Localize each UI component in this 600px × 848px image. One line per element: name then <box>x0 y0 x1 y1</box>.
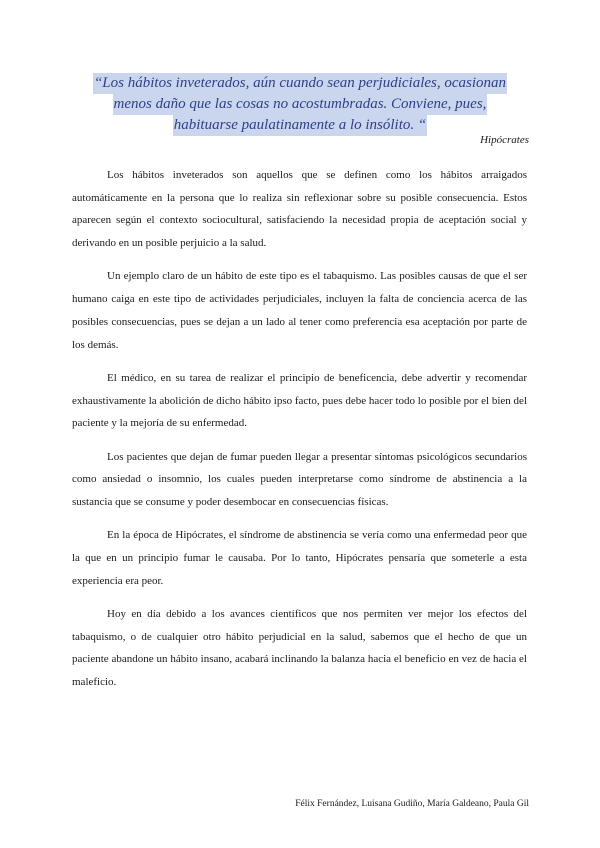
paragraph-1: Los hábitos inveterados son aquellos que se definen como los hábitos arraigados automáticamente en la persona que lo realiza sin reflexionar sobre su posible consecuencia. Estos aparecen según el contexto sociocultural, satisfaciendo la necesidad propia de aceptación social y derivando en un posible perjuicio a la salud. <box>72 169 527 250</box>
paragraph-6: Hoy en día debido a los avances científicos que nos permiten ver mejor los efectos del tabaquismo, o de cualquier otro hábito perjudicial en la salud, sabemos que el hecho de que un paciente abandone un hábito insano, acabará inclinando la balanza hacia el beneficio en vez de hacia el maleficio. <box>72 607 527 689</box>
quote-author: Hipócrates <box>480 134 529 146</box>
paragraph-4: Los pacientes que dejan de fumar pueden llegar a presentar síntomas psicológicos secundarios como ansiedad o insomnio, los cuales pueden interpretarse como síndrome de abstinencia a la sustancia que se consume y poder desembocar en consecuencias físicas. <box>72 450 527 508</box>
quote-line-1: “Los hábitos inveterados, aún cuando sean perjudiciales, ocasionan <box>93 73 507 94</box>
document-body <box>72 164 527 704</box>
quote-line-2: menos daño que las cosas no acostumbradas. Conviene, pues, <box>113 94 488 115</box>
paragraph-5: En la época de Hipócrates, el síndrome de abstinencia se vería como una enfermedad peor que la que en un principio fumar le causaba. Por lo tanto, Hipócrates pensaría que someterle a esta experiencia era peor. <box>72 529 527 587</box>
quote-line-3: habituarse paulatinamente a lo insólito. “ <box>173 115 428 136</box>
paragraph-2: Un ejemplo claro de un hábito de este tipo es el tabaquismo. Las posibles causas de que el ser humano caiga en este tipo de actividades perjudiciales, incluyen la falta de conciencia acerca de las posibles consecuencias, pues se dejan a un lado al tener como preferencia esa aceptación por parte de los demás. <box>72 270 527 351</box>
paragraph-3: El médico, en su tarea de realizar el principio de beneficencia, debe advertir y recomendar exhaustivamente la abolición de dicho hábito ipso facto, pues debe hacer todo lo posible por el bien del paciente y la mejoría de su enfermedad. <box>72 371 527 430</box>
epigraph-quote <box>64 73 536 136</box>
footer-authors: Félix Fernández, Luisana Gudiño, María Galdeano, Paula Gil <box>295 799 529 809</box>
